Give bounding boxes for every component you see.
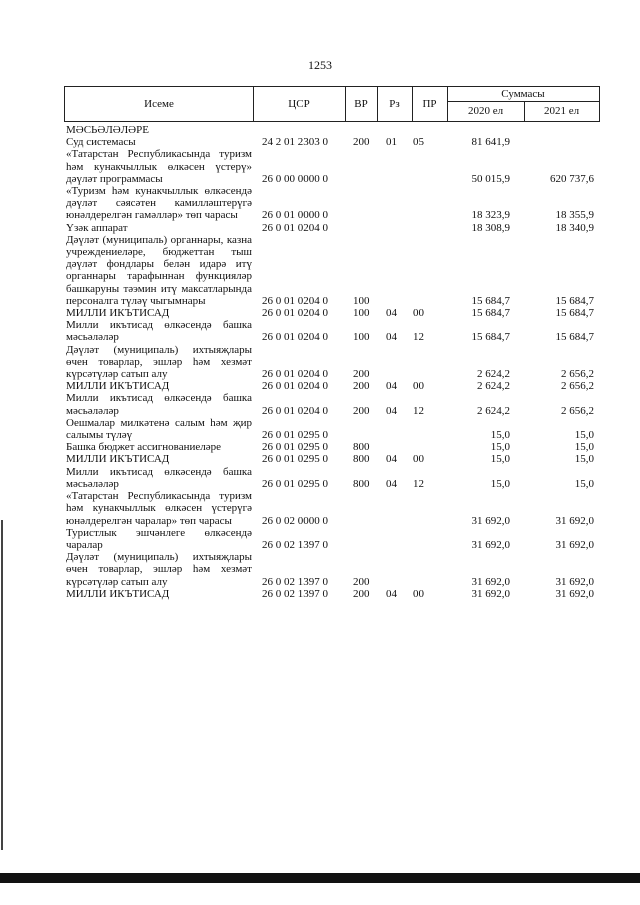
row-sum-2020: 2 624,2: [477, 368, 510, 381]
header-year-2021: 2021 ел: [543, 105, 580, 117]
row-name: МИЛЛИ ИКЪТИСАД: [66, 307, 170, 320]
row-csr: 26 0 01 0204 0: [262, 331, 328, 344]
table-row: [66, 185, 600, 222]
row-name: «Татарстан Республикасында туризм һәм кунакчыллык өлкәсен үстерүгә юнәлдерелгән чаралар» төп чарасы: [66, 490, 252, 527]
table-row: [66, 319, 600, 343]
table-row: [66, 344, 600, 381]
row-name: Туристлык эшчәнлеге өлкәсендә чаралар: [66, 526, 252, 551]
row-sum-2021: 31 692,0: [555, 514, 594, 527]
row-sum-2020: 18 323,9: [471, 209, 510, 222]
row-csr: 26 0 01 0204 0: [262, 221, 328, 234]
table-row: [66, 124, 600, 136]
table-row: [66, 222, 600, 234]
row-sum-2021: 15,0: [574, 441, 594, 454]
row-csr: 26 0 01 0204 0: [262, 294, 328, 307]
row-name: «Татарстан Республикасында туризм һәм кунакчыллык өлкәсен үстерү» дәүләт программасы: [66, 148, 252, 185]
row-vr: 800: [353, 477, 370, 490]
row-csr: 26 0 02 0000 0: [262, 514, 328, 527]
table-row: [66, 588, 600, 600]
row-sum-2020: 31 692,0: [471, 587, 510, 600]
row-sum-2020: 15,0: [490, 429, 510, 442]
row-rz: 04: [386, 587, 397, 600]
table-header: [64, 86, 600, 122]
row-vr: 200: [353, 380, 370, 393]
row-sum-2021: 15,0: [574, 429, 594, 442]
header-vr: ВР: [354, 98, 368, 110]
row-vr: 800: [353, 441, 370, 454]
row-sum-2020: 31 692,0: [471, 538, 510, 551]
row-sum-2021: 15 684,7: [555, 307, 594, 320]
row-sum-2021: 31 692,0: [555, 575, 594, 588]
row-name: Оешмалар милкәтенә салым һәм җир салымы түләү: [66, 416, 252, 442]
row-vr: 800: [353, 453, 370, 466]
row-name: «Туризм һәм кунакчыллык өлкәсендә дәүләт сәясәтен камилләштерүгә юнәлдерелгән гамәлләр» төп чарасы: [66, 185, 252, 222]
table-row: [66, 466, 600, 490]
row-sum-2021: 2 656,2: [561, 404, 594, 417]
row-name: МИЛЛИ ИКЪТИСАД: [66, 380, 170, 393]
row-pr: 05: [413, 136, 424, 149]
row-name: Башка бюджет ассигнованиеләре: [66, 441, 221, 454]
row-vr: 200: [353, 136, 370, 149]
row-csr: 26 0 01 0204 0: [262, 404, 328, 417]
header-csr: ЦСР: [288, 98, 310, 110]
row-rz: 01: [386, 136, 397, 149]
table-row: [66, 380, 600, 392]
table-row: [66, 392, 600, 416]
row-sum-2020: 50 015,9: [471, 172, 510, 185]
table-row: [66, 307, 600, 319]
row-csr: 26 0 01 0204 0: [262, 368, 328, 381]
row-vr: 200: [353, 575, 370, 588]
row-sum-2021: 620 737,6: [550, 172, 594, 185]
row-vr: 100: [353, 307, 370, 320]
page-number: 1253: [308, 58, 332, 72]
row-vr: 100: [353, 331, 370, 344]
row-sum-2021: 15 684,7: [555, 294, 594, 307]
row-sum-2020: 2 624,2: [477, 380, 510, 393]
row-pr: 12: [413, 404, 424, 417]
row-vr: 200: [353, 404, 370, 417]
row-rz: 04: [386, 307, 397, 320]
row-csr: 26 0 01 0295 0: [262, 441, 328, 454]
row-csr: 26 0 02 1397 0: [262, 575, 328, 588]
row-csr: 26 0 01 0000 0: [262, 209, 328, 222]
row-sum-2020: 15 684,7: [471, 331, 510, 344]
header-rz: Рз: [389, 98, 400, 110]
scan-edge-mark: [1, 520, 3, 850]
row-sum-2020: 81 641,9: [471, 136, 510, 149]
row-rz: 04: [386, 380, 397, 393]
row-csr: 26 0 01 0204 0: [262, 307, 328, 320]
row-pr: 00: [413, 307, 424, 320]
row-csr: 26 0 01 0295 0: [262, 429, 328, 442]
row-sum-2020: 31 692,0: [471, 575, 510, 588]
row-sum-2021: 2 656,2: [561, 368, 594, 381]
row-sum-2020: 15,0: [490, 441, 510, 454]
row-sum-2020: 15,0: [490, 477, 510, 490]
row-name: Милли икътисад өлкәсендә башка мәсьәләләр: [66, 392, 252, 417]
table-row: [66, 453, 600, 465]
header-pr: ПР: [422, 98, 437, 110]
row-sum-2020: 15,0: [490, 453, 510, 466]
table-row: [66, 527, 600, 551]
row-sum-2020: 18 308,9: [471, 221, 510, 234]
row-csr: 26 0 01 0204 0: [262, 380, 328, 393]
row-sum-2021: 18 340,9: [555, 221, 594, 234]
table-body: [66, 124, 600, 600]
row-csr: 26 0 01 0295 0: [262, 477, 328, 490]
table-row: [66, 551, 600, 588]
row-name: Милли икътисад өлкәсендә башка мәсьәләләр: [66, 319, 252, 344]
row-sum-2021: 2 656,2: [561, 380, 594, 393]
row-vr: 200: [353, 587, 370, 600]
row-vr: 200: [353, 368, 370, 381]
row-sum-2021: 31 692,0: [555, 587, 594, 600]
header-year-2020: 2020 ел: [467, 105, 504, 117]
row-pr: 00: [413, 453, 424, 466]
row-name: Дәүләт (муниципаль) органнары, казна учреждениеләре, бюджеттан тыш дәүләт фондлары белән идарә итү органнары тарафыннан функцияләр башкаруны тәэмин итү максатларында персоналга түләү чыгымнары: [66, 233, 252, 307]
row-sum-2020: 15 684,7: [471, 307, 510, 320]
table-row: [66, 490, 600, 527]
row-sum-2021: 15,0: [574, 477, 594, 490]
row-rz: 04: [386, 331, 397, 344]
row-csr: 26 0 02 1397 0: [262, 538, 328, 551]
row-name: МИЛЛИ ИКЪТИСАД: [66, 587, 170, 600]
row-vr: 100: [353, 294, 370, 307]
row-csr: 26 0 01 0295 0: [262, 453, 328, 466]
row-sum-2020: 31 692,0: [471, 514, 510, 527]
row-rz: 04: [386, 453, 397, 466]
row-pr: 00: [413, 380, 424, 393]
row-name: Дәүләт (муниципаль) ихтыяҗлары өчен товарлар, эшләр һәм хезмәт күрсәтүләр сатып алу: [66, 551, 252, 588]
row-sum-2021: 15,0: [574, 453, 594, 466]
table-row: [66, 148, 600, 185]
row-sum-2020: 2 624,2: [477, 404, 510, 417]
row-csr: 24 2 01 2303 0: [262, 136, 328, 149]
row-sum-2021: 18 355,9: [555, 209, 594, 222]
row-pr: 00: [413, 587, 424, 600]
row-rz: 04: [386, 477, 397, 490]
row-sum-2020: 15 684,7: [471, 294, 510, 307]
header-name: Исеме: [144, 98, 174, 110]
row-name: МӘСЬӘЛӘЛӘРЕ: [66, 124, 149, 136]
row-csr: 26 0 02 1397 0: [262, 587, 328, 600]
row-name: Милли икътисад өлкәсендә башка мәсьәләләр: [66, 465, 252, 490]
row-sum-2021: 31 692,0: [555, 538, 594, 551]
row-pr: 12: [413, 477, 424, 490]
row-name: Суд системасы: [66, 136, 136, 149]
table-row: [66, 136, 600, 148]
row-csr: 26 0 00 0000 0: [262, 172, 328, 185]
row-sum-2021: 15 684,7: [555, 331, 594, 344]
table-row: [66, 417, 600, 441]
header-sums: Суммасы: [501, 88, 545, 100]
table-row: [66, 234, 600, 307]
table-row: [66, 441, 600, 453]
scan-bottom-bar: [0, 873, 640, 883]
row-name: Үзәк аппарат: [66, 221, 128, 234]
row-name: МИЛЛИ ИКЪТИСАД: [66, 453, 170, 466]
row-name: Дәүләт (муниципаль) ихтыяҗлары өчен товарлар, эшләр һәм хезмәт күрсәтүләр сатып алу: [66, 343, 252, 381]
row-pr: 12: [413, 331, 424, 344]
row-rz: 04: [386, 404, 397, 417]
